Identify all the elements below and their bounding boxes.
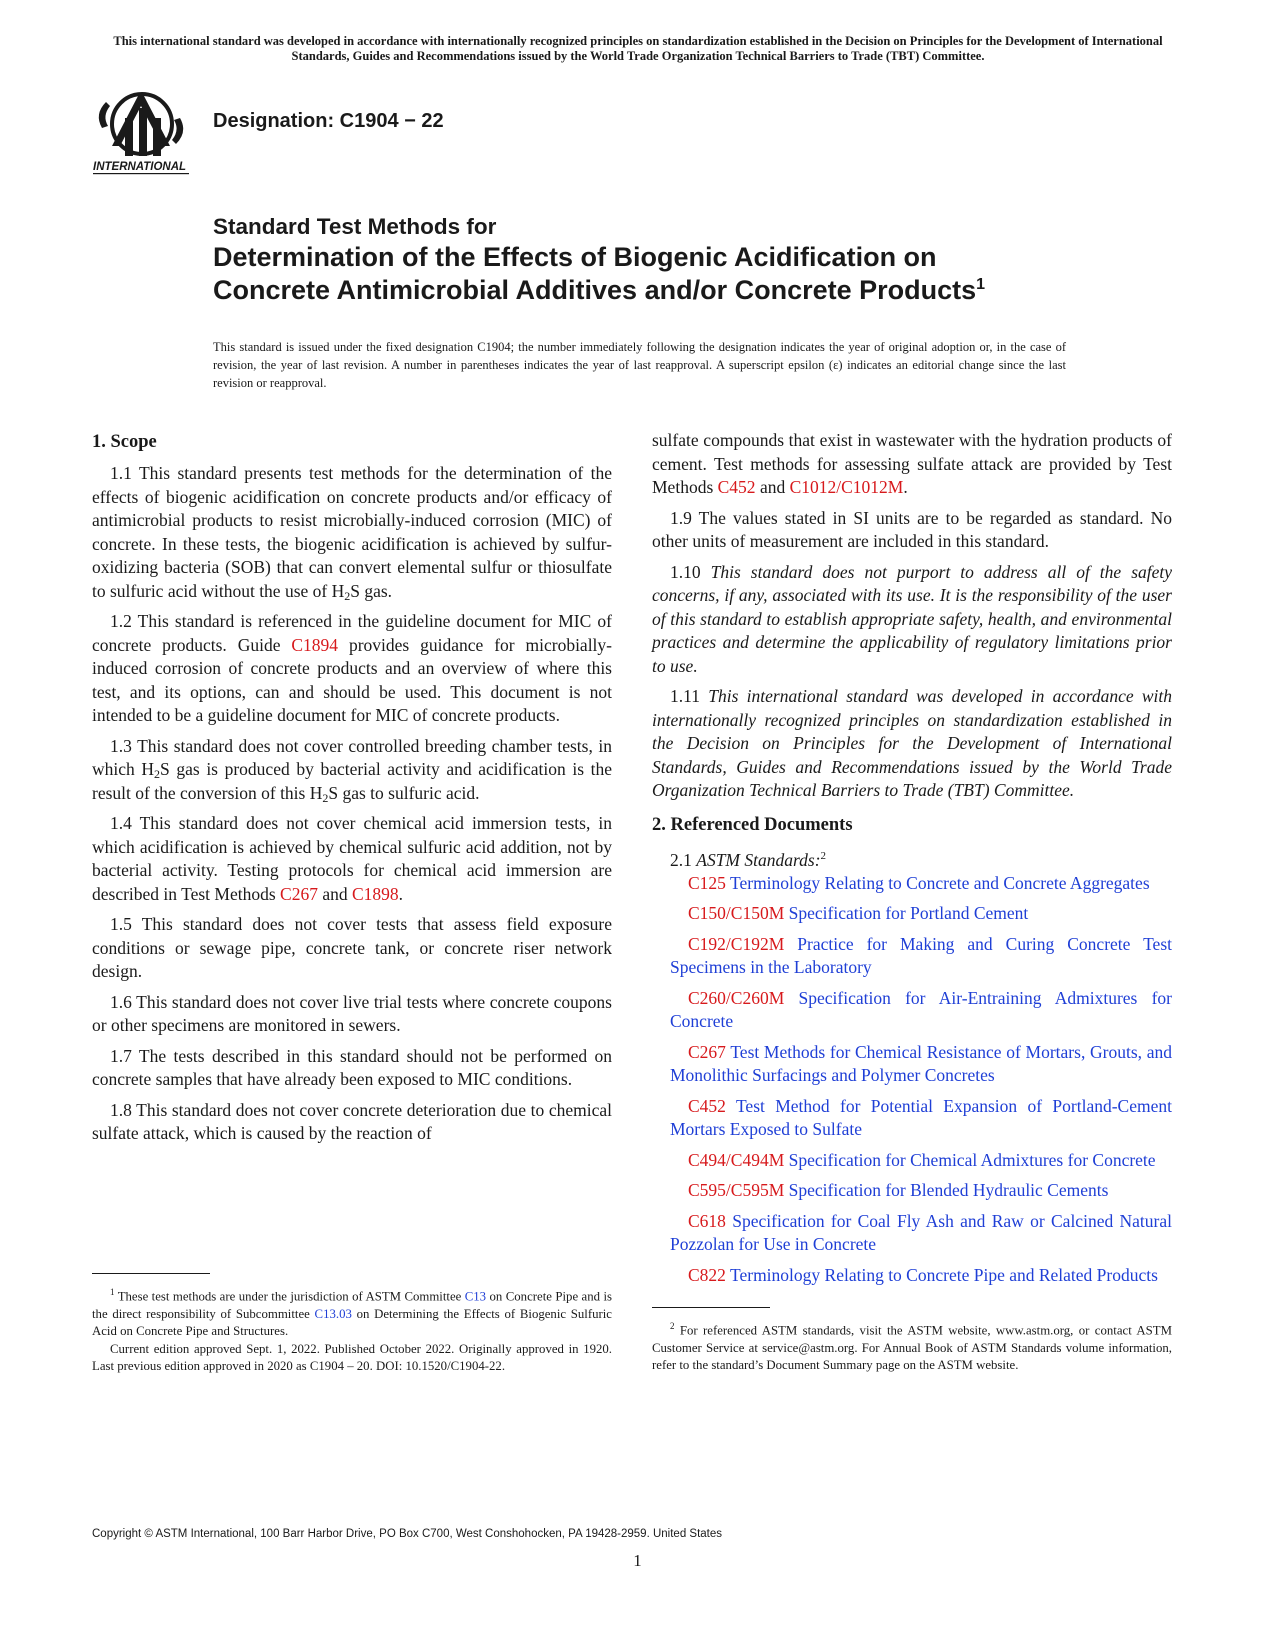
reference-code-link[interactable]: C260/C260M [688,987,785,1008]
reference-item [652,987,1172,1034]
reference-item [652,1041,1172,1088]
para-1-4: 1.4 This standard does not cover chemical acid immersion tests, in which acidification is achieved by chemical sulfuric acid addition, not by bacterial activity. Testing protocols for chemical acid immersion are described in Test Methods C267 and C1898. [92,813,612,904]
footnote-2: $^2$ For referenced ASTM standards, visit the ASTM website, www.astm.org, or contact ASTM Customer Service at service@astm.org. For Annual Book of ASTM Standards volume information, refer to the standard’s Document Summary page on the ASTM website. [652,1321,1172,1373]
reference-code-link[interactable]: C595/C595M [688,1180,785,1201]
title-footnote-mark: 1 [976,276,986,293]
link-c452[interactable]: C452 [717,477,756,497]
para-1-8-start: 1.8 This standard does not cover concrete deterioration due to chemical sulfate attack, which is caused by the reaction of [92,1099,612,1143]
page-number: 1 [633,1551,642,1570]
title-line-2: Determination of the Effects of Biogenic Acidification on [213,242,937,272]
link-c267[interactable]: C267 [280,883,318,904]
para-1-5: 1.5 This standard does not cover tests that assess field exposure conditions or sewage pipe, concrete tank, or concrete riser network design. [92,914,612,981]
reference-title-link[interactable]: Terminology Relating to Concrete Pipe and Related Products [730,1264,1158,1285]
para-1-7: 1.7 The tests described in this standard should not be performed on concrete samples that have already been exposed to MIC conditions. [92,1045,612,1089]
reference-item [652,1264,1172,1288]
link-c1894[interactable]: C1894 [291,634,339,655]
footnote-rule-right [652,1307,770,1308]
reference-item [652,872,1172,896]
reference-title-link[interactable]: Specification for Air-Entraining Admixtures for Concrete [670,987,1173,1032]
reference-list [652,872,1172,1288]
reference-title-link[interactable]: Terminology Relating to Concrete and Concrete Aggregates [730,872,1150,893]
para-1-11: 1.11 This international standard was developed in accordance with internationally recognized principles on standardization established in the Decision on Principles for the Development of International Standards, Guides and Recommendations issued by the World Trade Organization Technical Barriers to Trade (TBT) Committee. [652,686,1172,800]
para-1-1: 1.1 This standard presents test methods for the determination of the effects of biogenic acidification on concrete products and/or efficacy of antimicrobial products to resist microbially-induced corrosion (MIC) of concrete. In these tests, the biogenic acidification is achieved by sulfur-oxidizing bacteria (SOB) that can convert elemental sulfur or thiosulfate to sulfuric acid without the use of $H_2S$ gas. [92,463,612,603]
reference-title-link[interactable]: Specification for Portland Cement [788,903,1029,924]
copyright: Copyright © ASTM International, 100 Barr Harbor Drive, PO Box C700, West Conshohocken, PA 19428-2959. United States [92,1528,723,1540]
reference-item [652,1149,1172,1173]
reference-item [652,902,1172,926]
scope-heading: 1. Scope [92,432,157,452]
link-c1898[interactable]: C1898 [351,883,399,904]
references-heading: 2. Referenced Documents [652,814,853,835]
reference-code-link[interactable]: C618 [688,1210,726,1231]
reference-title-link[interactable]: Practice for Making and Curing Concrete Test Specimens in the Laboratory [670,933,1172,978]
title-block [213,213,1113,307]
title-line-1: Standard Test Methods for [213,214,497,239]
designation: Designation: C1904 − 22 [213,110,444,132]
para-1-3: 1.3 This standard does not cover controlled breeding chamber tests, in which $H_2S$ gas is produced by bacterial activity and acidification is the result of the conversion of this $H_2S$ gas to sulfuric acid. [92,735,613,805]
logo-label: INTERNATIONAL [93,161,187,173]
reference-code-link[interactable]: C150/C150M [688,903,785,924]
link-c1012[interactable]: C1012/C1012M [789,477,904,497]
reference-code-link[interactable]: C452 [688,1095,726,1116]
reference-item [652,933,1172,980]
left-column [92,430,612,1153]
reference-code-link[interactable]: C822 [688,1264,726,1285]
link-c13[interactable]: C13 [464,1289,487,1304]
para-1-9: 1.9 The values stated in SI units are to be regarded as standard. No other units of measurement are included in this standard. [652,507,1172,551]
footnote-1: $^1$ These test methods are under the jurisdiction of ASTM Committee C13 on Concrete Pipe and is the direct responsibility of Subcommittee C13.03 on Determining the Effects of Biogenic Sulfuric Acid on Concrete Pipe and Structures. Current edition approved Sept. 1, 2022. Published October 2022. Originally approved in 1920. Last previous edition approved in 2020 as C1904 – 20. DOI: 10.1520/C1904-22. [92,1287,612,1374]
para-1-8-cont: sulfate compounds that exist in wastewater with the hydration products of cement. Test methods for assessing sulfate attack are provided by Test Methods C452 and C1012/C1012M. [652,430,1172,497]
reference-item [652,1210,1172,1257]
reference-title-link[interactable]: Test Method for Potential Expansion of Portland-Cement Mortars Exposed to Sulfate [670,1095,1172,1140]
top-notice: This international standard was developed in accordance with internationally recognized principles on standardization established in the Decision on Principles for the Development of International Standards, Guides and Recommendations issued by the World Trade Organization Technical Barriers to Trade (TBT) Committee. [113,34,1163,63]
title-line-3: Concrete Antimicrobial Additives and/or Concrete Products [213,275,977,305]
para-1-10: 1.10 This standard does not purport to address all of the safety concerns, if any, associated with its use. It is the responsibility of the user of this standard to establish appropriate safety, health, and environmental practices and determine the applicability of regulatory limitations prior to use. [652,561,1173,676]
para-1-2: 1.2 This standard is referenced in the guideline document for MIC of concrete products. Guide C1894 provides guidance for microbially-induced corrosion of concrete products and an overview of where this test, and its options, can and should be used. This document is not intended to be a guideline document for MIC of concrete products. [92,611,612,725]
reference-code-link[interactable]: C192/C192M [688,933,785,954]
reference-code-link[interactable]: C267 [688,1041,726,1062]
issuance-note: This standard is issued under the fixed designation C1904; the number immediately following the designation indicates the year of original adoption or, in the case of revision, the year of last revision. A number in parentheses indicates the year of last reapproval. A superscript epsilon (ε) indicates an editorial change since the last revision or reapproval. [213,340,1066,390]
reference-title-link[interactable]: Specification for Blended Hydraulic Cements [788,1180,1109,1201]
reference-title-link[interactable]: Specification for Coal Fly Ash and Raw or Calcined Natural Pozzolan for Use in Concrete [670,1210,1172,1255]
link-c13-03[interactable]: C13.03 [314,1306,352,1321]
footnote-rule-left [92,1273,210,1274]
reference-item [652,1095,1172,1142]
reference-title-link[interactable]: Specification for Chemical Admixtures for Concrete [788,1149,1156,1170]
reference-code-link[interactable]: C125 [688,872,726,893]
reference-title-link[interactable]: Test Methods for Chemical Resistance of Mortars, Grouts, and Monolithic Surfacings and Polymer Concretes [670,1041,1172,1086]
reference-code-link[interactable]: C494/C494M [688,1149,785,1170]
right-column [652,429,1172,1294]
astm-logo [92,88,200,180]
reference-item [652,1179,1172,1203]
astm-standards-subheading: 2.1 ASTM Standards:$^2$ [670,849,827,870]
para-1-6: 1.6 This standard does not cover live trial tests where concrete coupons or other specimens are monitored in sewers. [92,991,612,1035]
